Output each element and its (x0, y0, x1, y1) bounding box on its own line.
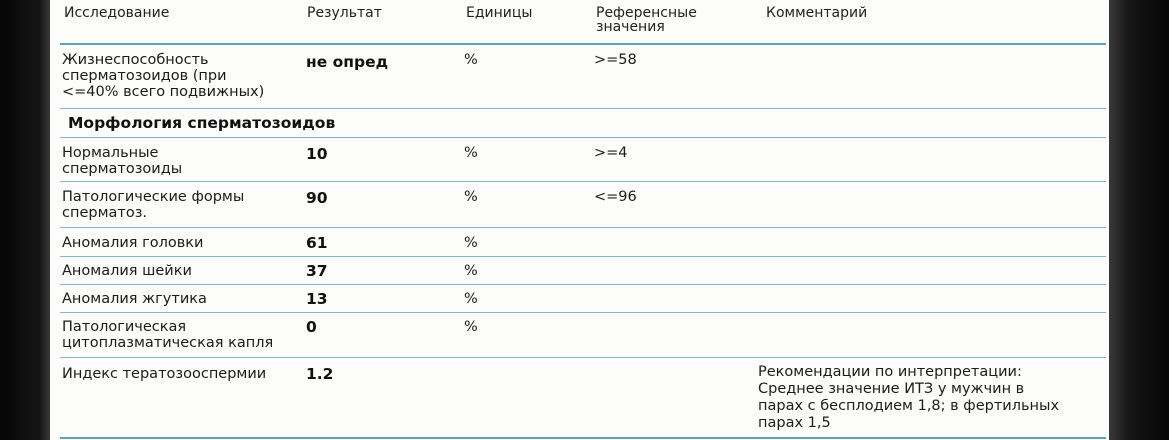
row-cytoplasmic-droplet-name-line: Патологическая (62, 319, 187, 335)
table-bottom-border (60, 437, 1106, 439)
row-pathological-units: % (464, 189, 478, 205)
column-header-result: Результат (307, 5, 382, 21)
row-cytoplasmic-droplet-name (62, 319, 273, 351)
row-viability-units: % (464, 52, 478, 68)
row-normal-reference: >=4 (594, 145, 628, 161)
comment-line: парах с бесплодием 1,8; в фертильных (758, 398, 1060, 414)
left-screen-bezel (0, 0, 50, 440)
row-divider (60, 312, 1106, 313)
row-viability-reference: >=58 (594, 52, 637, 68)
row-neck-anomaly-units: % (464, 263, 478, 279)
row-viability-name-line: сперматозоидов (при (62, 68, 227, 84)
row-cytoplasmic-droplet-name-line: цитоплазматическая капля (62, 335, 274, 351)
row-tail-anomaly-units: % (464, 291, 478, 307)
row-viability-result: не опред (306, 53, 389, 71)
row-pathological-name-line: сперматоз. (62, 205, 148, 221)
comment-line: Среднее значение ИТЗ у мужчин в (758, 381, 1025, 397)
row-teratozoospermia-result: 1.2 (306, 365, 334, 383)
comment-line: Рекомендации по интерпретации: (758, 364, 1022, 380)
row-head-anomaly-name: Аномалия головки (62, 235, 204, 251)
row-normal-name (62, 145, 182, 177)
row-cytoplasmic-droplet-result: 0 (306, 318, 317, 336)
column-header-comment: Комментарий (766, 5, 868, 21)
row-neck-anomaly-name: Аномалия шейки (62, 263, 192, 279)
row-pathological-name-line: Патологические формы (62, 189, 245, 205)
row-pathological-name (62, 189, 244, 221)
row-head-anomaly-units: % (464, 235, 478, 251)
row-divider (60, 256, 1106, 257)
right-screen-bezel (1109, 0, 1169, 440)
row-divider (60, 227, 1106, 228)
row-pathological-result: 90 (306, 189, 328, 207)
column-header-units: Единицы (466, 5, 533, 21)
row-teratozoospermia-comment (758, 364, 1059, 432)
row-neck-anomaly-result: 37 (306, 262, 328, 280)
row-viability-name-line: <=40% всего подвижных) (62, 84, 265, 100)
row-normal-result: 10 (306, 145, 328, 163)
row-divider (60, 284, 1106, 285)
row-divider (60, 108, 1106, 109)
row-divider (60, 181, 1106, 182)
column-header-reference-line1: Референсные (596, 5, 697, 21)
row-viability-name-line: Жизнеспособность (62, 52, 209, 68)
lab-report-page (50, 0, 1109, 440)
row-viability-name (62, 52, 264, 100)
section-title-morphology: Морфология сперматозоидов (68, 114, 336, 132)
row-divider (60, 357, 1106, 358)
row-cytoplasmic-droplet-units: % (464, 319, 478, 335)
column-header-test: Исследование (64, 5, 170, 21)
row-divider (60, 137, 1106, 138)
row-tail-anomaly-name: Аномалия жгутика (62, 291, 207, 307)
row-normal-name-line: сперматозоиды (62, 161, 183, 177)
column-header-reference (596, 6, 697, 34)
row-tail-anomaly-result: 13 (306, 290, 328, 308)
header-divider (60, 43, 1106, 45)
row-pathological-reference: <=96 (594, 189, 637, 205)
row-teratozoospermia-name: Индекс тератозооспермии (62, 366, 267, 382)
row-normal-units: % (464, 145, 478, 161)
row-normal-name-line: Нормальные (62, 145, 159, 161)
comment-line: парах 1,5 (758, 415, 831, 431)
row-head-anomaly-result: 61 (306, 234, 328, 252)
column-header-reference-line2: значения (596, 19, 665, 35)
